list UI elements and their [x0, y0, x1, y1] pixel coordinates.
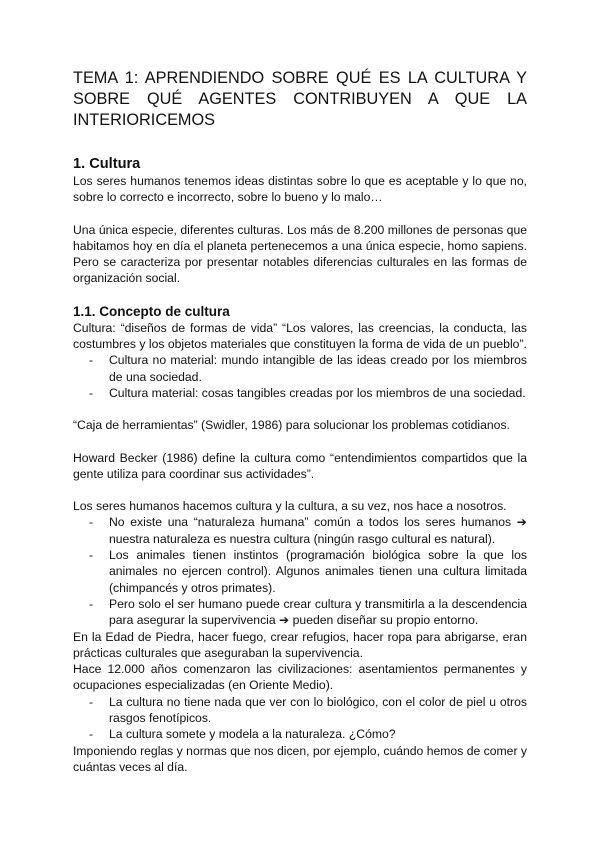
list-item-text: Los animales tienen instintos (programación biológica sobre la que los animales no ejercen control). Algunos animales tienen una cultura limitada (chimpancés y otros primates). [109, 548, 527, 595]
title-line-2: SOBRE QUÉ AGENTES CONTRIBUYEN A QUE LA [73, 90, 527, 108]
dash-bullet: - [89, 727, 94, 742]
list-item [73, 514, 527, 547]
paragraph-civilizaciones: Hace 12.000 años comenzaron las civilizaciones: asentamientos permanentes y ocupaciones especializadas (en Oriente Medio). [73, 662, 527, 693]
bullet-list-biologico [73, 694, 527, 743]
document-title [73, 68, 527, 131]
spacer [73, 482, 527, 498]
list-item-text: Cultura material: cosas tangibles creadas por los miembros de una sociedad. [109, 385, 526, 400]
paragraph-howard-becker: Howard Becker (1986) define la cultura como “entendimientos compartidos que la gente utiliza para coordinar sus actividades”. [73, 450, 527, 481]
list-item [73, 596, 527, 629]
list-item [73, 726, 527, 742]
spacer [73, 206, 527, 222]
title-line-3: INTERIORICEMOS [73, 111, 216, 129]
list-item-text: Pero solo el ser humano puede crear cultura y transmitirla a la descendencia para asegurar la supervivencia ➔ pueden diseñar su propio entorno. [109, 596, 527, 628]
bullet-list-naturaleza [73, 514, 527, 628]
dash-bullet: - [89, 694, 94, 709]
list-item [73, 547, 527, 596]
subsection-heading-concepto: 1.1. Concepto de cultura [73, 303, 230, 319]
list-item [73, 694, 527, 727]
list-item-text: La cultura no tiene nada que ver con lo biológico, con el color de piel u otros rasgos fenotípicos. [109, 694, 527, 726]
list-item [73, 352, 527, 385]
document-page [73, 68, 527, 775]
paragraph-seres-humanos-cultura: Los seres humanos hacemos cultura y la cultura, a su vez, nos hace a nosotros. [73, 499, 507, 514]
paragraph-reglas-normas: Imponiendo reglas y normas que nos dicen, por ejemplo, cuándo hemos de comer y cuántas veces al día. [73, 743, 527, 774]
dash-bullet: - [89, 548, 94, 563]
spacer [73, 287, 527, 303]
section-heading-cultura: 1. Cultura [73, 156, 141, 172]
dash-bullet: - [89, 353, 94, 368]
paragraph-edad-de-piedra: En la Edad de Piedra, hacer fuego, crear refugios, hacer ropa para abrigarse, eran prácticas culturales que aseguraban la supervivencia. [73, 629, 527, 660]
paragraph-ideas-distintas: Los seres humanos tenemos ideas distintas sobre lo que es aceptable y lo que no, sobre lo correcto e incorrecto, sobre lo bueno y lo malo… [73, 174, 527, 205]
spacer [73, 434, 527, 450]
title-line-1: TEMA 1: APRENDIENDO SOBRE QUÉ ES LA CULTURA Y [73, 69, 527, 87]
dash-bullet: - [89, 596, 94, 611]
paragraph-caja-herramientas: “Caja de herramientas” (Swidler, 1986) para solucionar los problemas cotidianos. [73, 418, 510, 433]
dash-bullet: - [89, 385, 94, 400]
bullet-list-tipos-cultura [73, 352, 527, 401]
dash-bullet: - [89, 515, 94, 530]
list-item [73, 385, 527, 401]
paragraph-unica-especie: Una única especie, diferentes culturas. Los más de 8.200 millones de personas que habitamos hoy en día el planeta pertenecemos a una única especie, homo sapiens. Pero se caracteriza por presentar notables diferencias culturales en las formas de organización social. [73, 222, 527, 286]
list-item-text: No existe una “naturaleza humana” común a todos los seres humanos ➔ nuestra naturaleza es nuestra cultura (ningún rasgo cultural es natural). [109, 515, 527, 546]
list-item-text: Cultura no material: mundo intangible de las ideas creado por los miembros de una sociedad. [109, 353, 527, 384]
spacer [73, 401, 527, 417]
paragraph-definicion-cultura: Cultura: “diseños de formas de vida” “Los valores, las creencias, la conducta, las costumbres y los objetos materiales que constituyen la forma de vida de un pueblo”. [73, 320, 527, 352]
list-item-text: La cultura somete y modela a la naturaleza. ¿Cómo? [109, 727, 396, 742]
